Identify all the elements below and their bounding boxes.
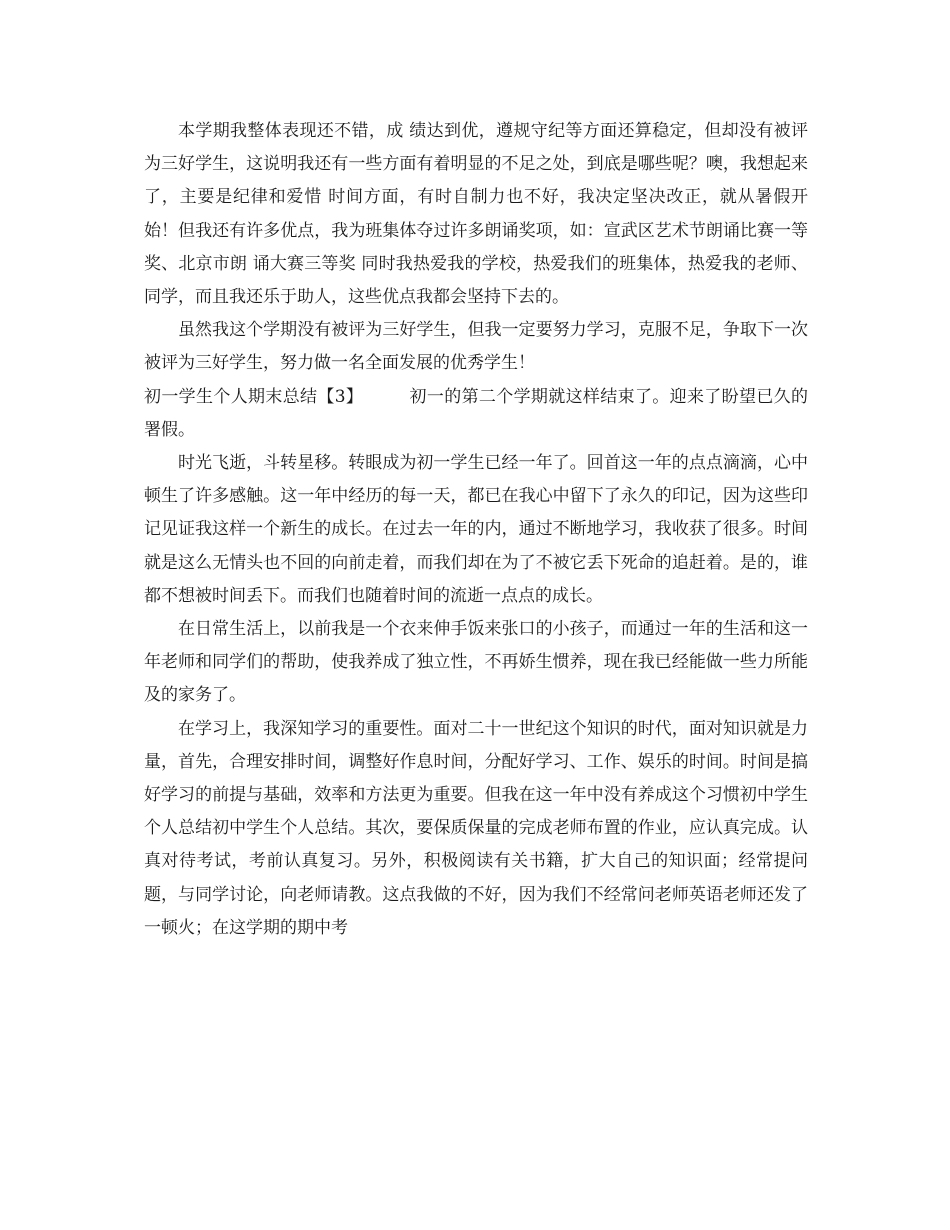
paragraph-study: 在学习上，我深知学习的重要性。面对二十一世纪这个知识的时代，面对知识就是力量，首先，合理安排时间，调整好作息时间，分配好学习、工作、娱乐的时间。时间是搞好学习的前提与基础，效率和方法更为重要。但我在这一年中没有养成这个习惯初中学生个人总结初中学生个人总结。其次，要保质保量的完成老师布置的作业，应认真完成。认真对待考试，考前认真复习。另外，积极阅读有关书籍，扩大自己的知识面；经常提问题，与同学讨论，向老师请教。这点我做的不好，因为我们不经常问老师英语老师还发了一顿火；在这学期的期中考: [144, 718, 808, 938]
section-intro: 初一的第二个学期就这样结束了。迎来了盼望已久的署假。: [144, 386, 808, 440]
section-heading-line: [144, 381, 808, 447]
paragraph-daily-life: 在日常生活上，以前我是一个衣来伸手饭来张口的小孩子，而通过一年的生活和这一年老师和同学们的帮助，使我养成了独立性，不再娇生惯养，现在我已经能做一些力所能及的家务了。: [144, 619, 808, 706]
paragraph-time-reflection: 时光飞逝，斗转星移。转眼成为初一学生已经一年了。回首这一年的点点滴滴，心中顿生了许多感触。这一年中经历的每一天，都已在我心中留下了永久的印记，因为这些印记见证我这样一个新生的成长。在过去一年的内，通过不断地学习，我收获了很多。时间就是这么无情头也不回的向前走着，而我们却在为了不被它丢下死命的追赶着。是的，谁都不想被时间丢下。而我们也随着时间的流逝一点点的成长。: [144, 453, 808, 606]
section-heading: 初一学生个人期末总结【3】: [144, 386, 364, 407]
document-page: [144, 115, 808, 945]
paragraph-self-evaluation: 本学期我整体表现还不错，成 绩达到优，遵规守纪等方面还算稳定，但却没有被评为三好学生，这说明我还有一些方面有着明显的不足之处，到底是哪些呢？噢，我想起来了，主要是纪律和爱惜 时间方面，有时自制力也不好，我决定坚决改正，就从暑假开始！但我还有许多优点，我为班集体夺过许多朗诵奖项，如：宣武区艺术节朗诵比赛一等奖、北京市朗 诵大赛三等奖 同时我热爱我的学校，热爱我们的班集体，热爱我的老师、同学，而且我还乐于助人，这些优点我都会坚持下去的。: [144, 121, 808, 308]
paragraph-resolution: 虽然我这个学期没有被评为三好学生，但我一定要努力学习，克服不足，争取下一次被评为三好学生，努力做一名全面发展的优秀学生！: [144, 320, 808, 374]
